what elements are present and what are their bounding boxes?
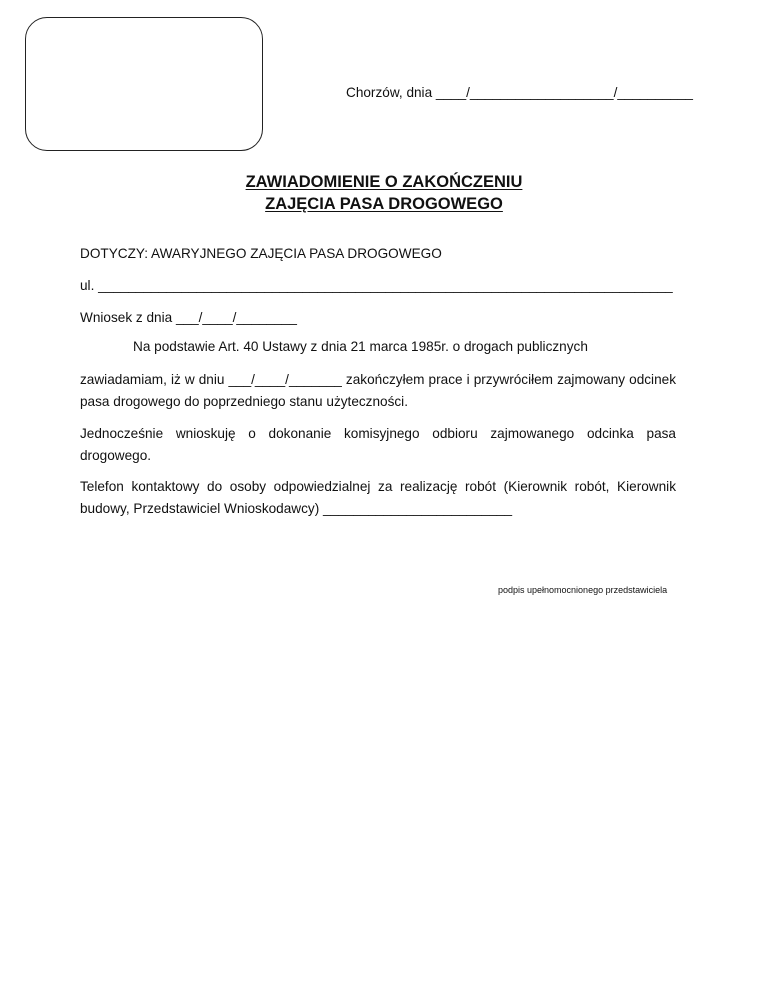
request-paragraph: Jednocześnie wnioskuję o dokonanie komisyjnego odbioru zajmowanego odcinka pasa drogowego.: [80, 426, 676, 463]
document-title-line-2: ZAJĘCIA PASA DROGOWEGO: [265, 195, 503, 213]
legal-basis-line: Na podstawie Art. 40 Ustawy z dnia 21 marca 1985r. o drogach publicznych: [133, 339, 588, 354]
document-title-line-1: ZAWIADOMIENIE O ZAKOŃCZENIU: [245, 173, 523, 191]
street-line: ul. ____________________________________________________________________________: [80, 278, 673, 293]
place-date-line: Chorzów, dnia ____/___________________/__________: [346, 85, 693, 100]
phone-paragraph: Telefon kontaktowy do osoby odpowiedzialnej za realizację robót (Kierownik robót, Kierownik budowy, Przedstawiciel Wnioskodawcy) _________________________: [80, 479, 676, 516]
stamp-box: [25, 17, 263, 151]
application-date-line: Wniosek z dnia ___/____/________: [80, 310, 297, 325]
concerning-line: DOTYCZY: AWARYJNEGO ZAJĘCIA PASA DROGOWEGO: [80, 246, 442, 261]
notification-paragraph: zawiadamiam, iż w dniu ___/____/_______ zakończyłem prace i przywróciłem zajmowany odcinek pasa drogowego do poprzedniego stanu użyteczności.: [80, 372, 676, 409]
signature-caption: podpis upełnomocnionego przedstawiciela: [498, 585, 668, 595]
